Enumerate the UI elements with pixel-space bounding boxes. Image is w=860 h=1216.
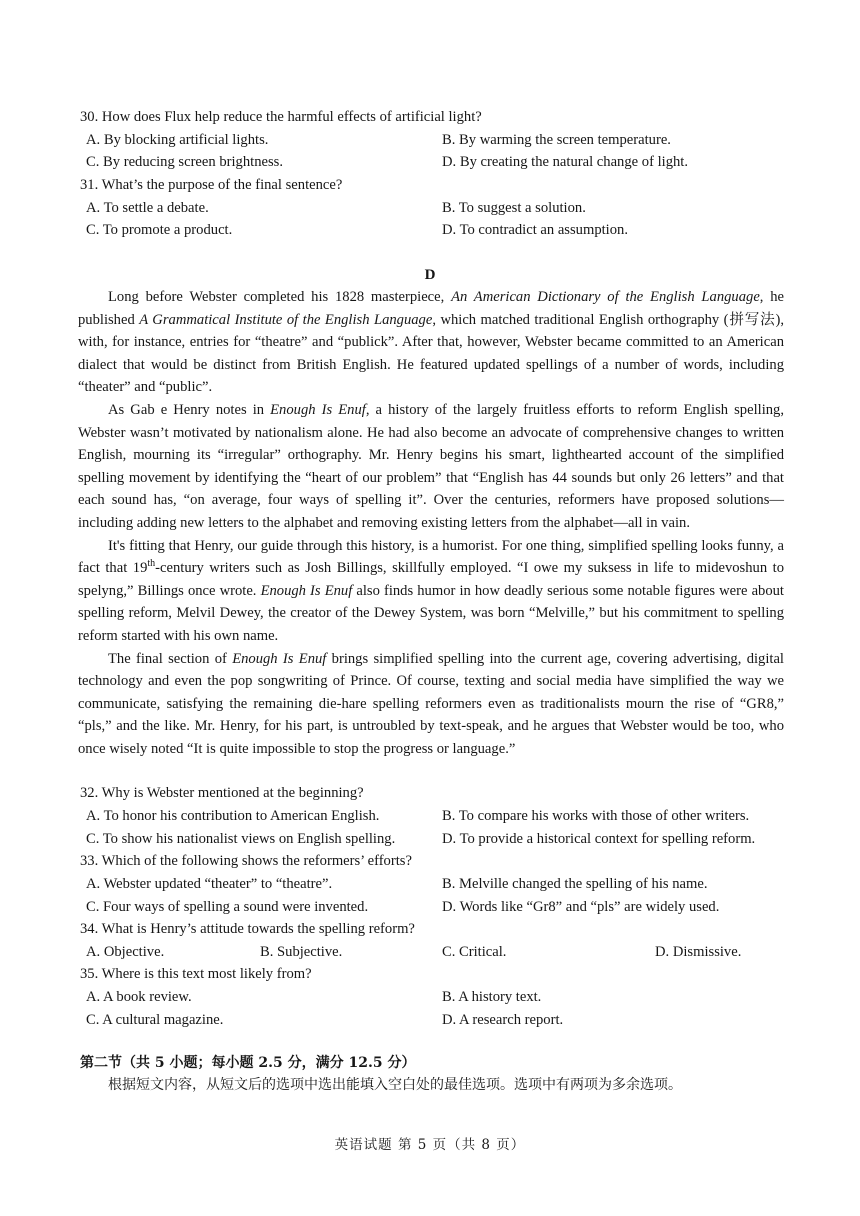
question-30-option-b: B. By warming the screen temperature. bbox=[442, 132, 671, 148]
passage-paragraph-2: As Gab e Henry notes in Enough Is Enuf, a history of the largely fruitless efforts to reform English spelling, Webster wasn’t motivated by nationalism alone. He had also become an advocate of comprehensive changes to written English, mourning its “irregular” orthography. Mr. Henry begins his smart, lighthearted account of the simplified spelling movement by identifying the “heart of our problem” that “English has 44 sounds but only 26 letters” and that each sound has, “on average, four ways of spelling it”. Over the centuries, reformers have proposed solutions—including adding new letters to the alphabet and removing existing letters from the alphabet—all in vain. bbox=[78, 401, 784, 531]
passage-paragraph-3: It's fitting that Henry, our guide through this history, is a humorist. For one thing, simplified spelling looks funny, a fact that 19th-century writers such as Josh Billings, skillfully employed. “I owe my suksess in life to midevoshun to spelyng,” Billings once wrote. Enough Is Enuf also finds humor in how deadly serious some notable figures were about spelling reform, Melvil Dewey, the creator of the Dewey System, was born “Melville,” but his commitment to spelling reform started with his own name. bbox=[78, 537, 784, 644]
question-35-option-a: A. A book review. bbox=[86, 989, 192, 1005]
question-34-stem: 34. What is Henry’s attitude towards the spelling reform? bbox=[80, 921, 415, 937]
question-30-option-c: C. By reducing screen brightness. bbox=[86, 154, 283, 170]
question-31-option-c: C. To promote a product. bbox=[86, 222, 233, 238]
question-35-option-d: D. A research report. bbox=[442, 1012, 564, 1028]
reading-passage bbox=[78, 286, 784, 760]
question-33-option-b: B. Melville changed the spelling of his name. bbox=[442, 876, 708, 892]
passage-paragraph-4: The final section of Enough Is Enuf brings simplified spelling into the current age, covering advertising, digital technology and even the pop songwriting of Prince. Of course, texting and social media have simplified the way we communicate, satisfying the remaining die-hare spelling reformers even as traditionalists mourn the rise of “GR8,” “pls,” and the like. Mr. Henry, for his part, is untroubled by text-speak, and he argues that Webster would be too, who once wisely noted “It is quite impossible to stop the progress or language.” bbox=[78, 650, 784, 757]
question-30-stem: 30. How does Flux help reduce the harmful effects of artificial light? bbox=[80, 109, 482, 125]
section-2-instruction: 根据短文内容，从短文后的选项中选出能填入空白处的最佳选项。选项中有两项为多余选项。 bbox=[108, 1077, 682, 1093]
question-31-option-d: D. To contradict an assumption. bbox=[442, 222, 628, 238]
question-35-option-b: B. A history text. bbox=[442, 989, 542, 1005]
question-32-option-d: D. To provide a historical context for spelling reform. bbox=[442, 831, 756, 847]
passage-paragraph-1: Long before Webster completed his 1828 masterpiece, An American Dictionary of the English Language, he published A Grammatical Institute of the English Language, which matched traditional English orthography (拼写法), with, for instance, entries for “theatre” and “publick”. After that, however, Webster became committed to an American dialect that would be distinct from British English. He featured updated spellings of a number of words, including “theater” and “public”. bbox=[78, 289, 784, 396]
question-33-option-c: C. Four ways of spelling a sound were invented. bbox=[86, 899, 369, 915]
question-32-option-c: C. To show his nationalist views on English spelling. bbox=[86, 831, 396, 847]
section-2-title: 第二节（共 5 小题；每小题 2.5 分，满分 12.5 分） bbox=[80, 1055, 416, 1071]
question-32-stem: 32. Why is Webster mentioned at the beginning? bbox=[80, 785, 364, 801]
question-34-option-d: D. Dismissive. bbox=[655, 944, 742, 960]
question-34-option-b: B. Subjective. bbox=[260, 944, 343, 960]
question-33-stem: 33. Which of the following shows the reformers’ efforts? bbox=[80, 853, 412, 869]
question-30-option-a: A. By blocking artificial lights. bbox=[86, 132, 269, 148]
passage-section-letter: D bbox=[424, 267, 436, 283]
question-33-option-a: A. Webster updated “theater” to “theatre”. bbox=[86, 876, 333, 892]
question-31-option-a: A. To settle a debate. bbox=[86, 200, 209, 216]
question-34-option-c: C. Critical. bbox=[442, 944, 507, 960]
question-35-option-c: C. A cultural magazine. bbox=[86, 1012, 224, 1028]
question-34-option-a: A. Objective. bbox=[86, 944, 165, 960]
question-32-option-b: B. To compare his works with those of other writers. bbox=[442, 808, 750, 824]
question-30-option-d: D. By creating the natural change of light. bbox=[442, 154, 688, 170]
question-33-option-d: D. Words like “Gr8” and “pls” are widely used. bbox=[442, 899, 720, 915]
question-32-option-a: A. To honor his contribution to American English. bbox=[86, 808, 380, 824]
question-31-stem: 31. What’s the purpose of the final sentence? bbox=[80, 177, 343, 193]
question-31-option-b: B. To suggest a solution. bbox=[442, 200, 586, 216]
question-35-stem: 35. Where is this text most likely from? bbox=[80, 966, 312, 982]
page-footer: 英语试题 第 5 页（共 8 页） bbox=[334, 1137, 526, 1153]
